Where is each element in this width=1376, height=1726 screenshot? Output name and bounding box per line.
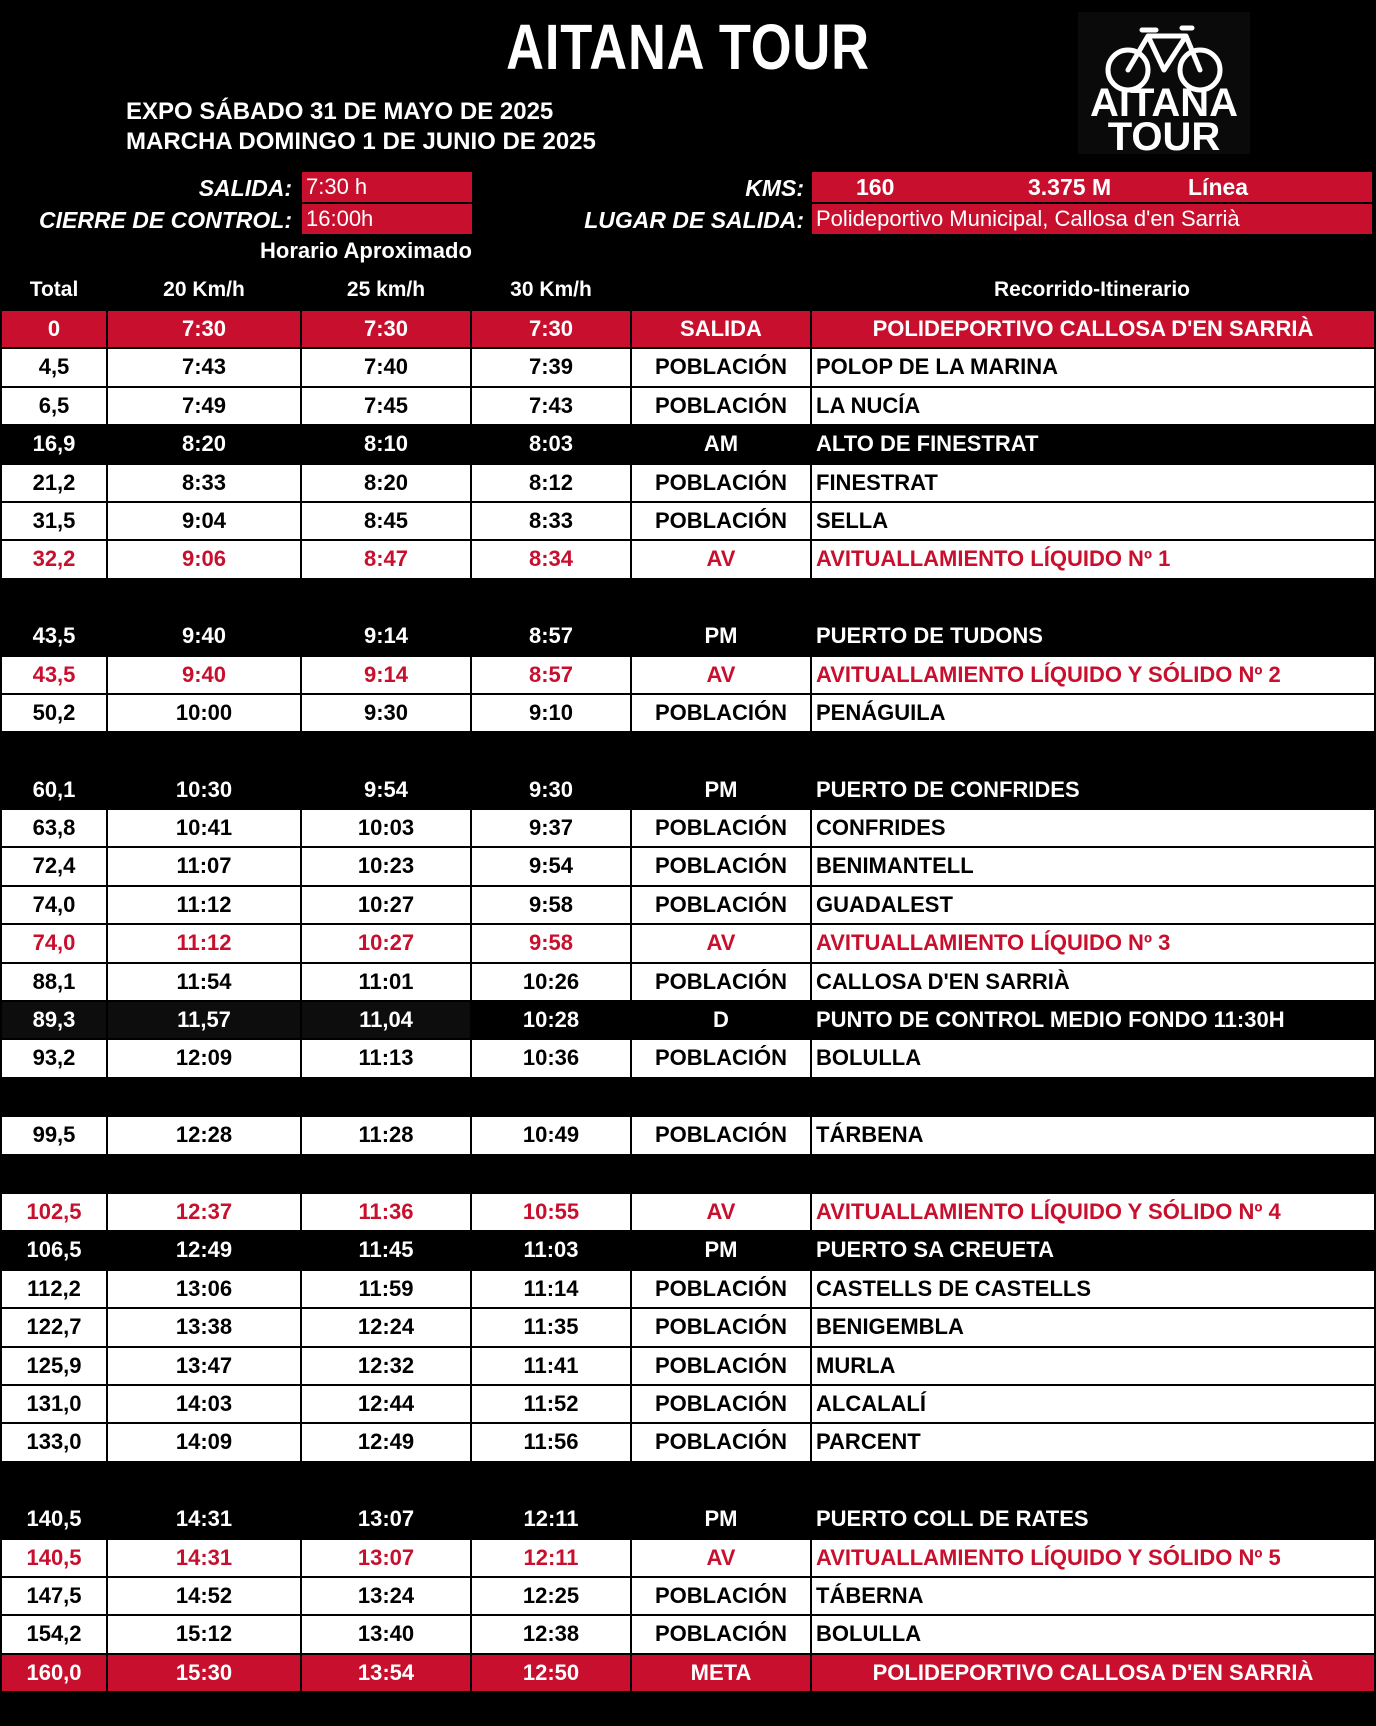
table-row bbox=[2, 1615, 1374, 1653]
route-cell: LA NUCÍA bbox=[812, 388, 1374, 424]
route-cell: Inicio Crono Escalada - Puerto de Sa Creueta bbox=[816, 1083, 1288, 1109]
total-km-cell: 140,5 bbox=[2, 1540, 106, 1576]
route-cell: PUNTO DE CONTROL MEDIO FONDO 11:30H bbox=[812, 1002, 1374, 1038]
time-25kmh-cell: 12:32 bbox=[302, 1348, 470, 1384]
total-km-cell: 32,2 bbox=[2, 541, 106, 577]
time-25kmh-cell: 11:36 bbox=[358, 1160, 414, 1186]
salida-label: SALIDA: bbox=[198, 175, 292, 201]
type-cell: POBLACIÓN bbox=[632, 1578, 810, 1614]
route-cell: POLIDEPORTIVO CALLOSA D'EN SARRIÀ bbox=[812, 1655, 1374, 1691]
total-km-cell: 147,5 bbox=[2, 1578, 106, 1614]
time-20kmh-cell: 13:47 bbox=[108, 1348, 300, 1384]
time-20kmh-cell: 7:43 bbox=[108, 349, 300, 385]
table-row bbox=[2, 963, 1374, 1001]
time-25kmh-cell: 11:59 bbox=[302, 1271, 470, 1307]
time-30kmh-cell: 10:36 bbox=[472, 1040, 630, 1076]
table-row bbox=[2, 1462, 1374, 1500]
table-row bbox=[2, 847, 1374, 885]
table-row bbox=[2, 771, 1374, 809]
time-20kmh-cell: 13:38 bbox=[108, 1309, 300, 1345]
type-cell: POBLACIÓN bbox=[632, 1309, 810, 1345]
time-30kmh-cell: 9:58 bbox=[472, 925, 630, 961]
time-20kmh-cell: 12:09 bbox=[108, 1040, 300, 1076]
time-20kmh-cell: 11:12 bbox=[108, 887, 300, 923]
total-km-cell: 50,2 bbox=[2, 695, 106, 731]
type-cell: POBLACIÓN bbox=[632, 810, 810, 846]
time-20kmh-cell: 7:30 bbox=[108, 311, 300, 347]
type-cell: AM bbox=[632, 426, 810, 462]
time-30kmh-cell: 9:30 bbox=[472, 772, 630, 808]
table-row bbox=[2, 540, 1374, 578]
time-20kmh-cell: 13:06 bbox=[108, 1271, 300, 1307]
time-30kmh-cell: 7:39 bbox=[472, 349, 630, 385]
time-20kmh-cell: 10:41 bbox=[108, 810, 300, 846]
header-total: Total bbox=[29, 278, 79, 301]
type-cell: POBLACIÓN bbox=[632, 1271, 810, 1307]
type-cell: AV bbox=[632, 1194, 810, 1230]
time-25kmh-cell: 13:40 bbox=[302, 1616, 470, 1652]
route-cell: BOLULLA bbox=[812, 1616, 1374, 1652]
route-cell: AVITUALLAMIENTO LÍQUIDO Y SÓLIDO Nº 2 bbox=[812, 657, 1374, 693]
time-30kmh-cell: 12:25 bbox=[472, 1578, 630, 1614]
table-row bbox=[2, 732, 1374, 770]
table-row bbox=[2, 1423, 1374, 1461]
total-km-cell: 88,1 bbox=[2, 964, 106, 1000]
route-type: Línea bbox=[1188, 174, 1249, 200]
time-25kmh-cell: 12:49 bbox=[302, 1424, 470, 1460]
total-km-cell: 102,5 bbox=[26, 1160, 82, 1186]
type-cell bbox=[632, 1079, 810, 1115]
time-30kmh-cell: 10:49 bbox=[472, 1117, 630, 1153]
total-km-cell: 4,5 bbox=[2, 349, 106, 385]
time-20kmh-cell: 10:20 bbox=[175, 738, 233, 764]
total-km-cell: 106,5 bbox=[2, 1232, 106, 1268]
time-20kmh-cell: 12:28 bbox=[108, 1117, 300, 1153]
time-30kmh-cell: 7:43 bbox=[472, 388, 630, 424]
time-30kmh-cell: 11:41 bbox=[472, 1348, 630, 1384]
total-km-cell: 60,1 bbox=[2, 772, 106, 808]
salida-value: 7:30 h bbox=[302, 172, 472, 202]
svg-text:AITANA: AITANA bbox=[1089, 81, 1239, 125]
type-cell: POBLACIÓN bbox=[632, 695, 810, 731]
type-cell: D bbox=[632, 1002, 810, 1038]
time-30kmh-cell: 12:50 bbox=[472, 1655, 630, 1691]
lugar-label: LUGAR DE SALIDA: bbox=[584, 207, 804, 233]
header-20kmh: 20 Km/h bbox=[163, 278, 245, 301]
route-cell: PUERTO COLL DE RATES bbox=[812, 1501, 1374, 1537]
time-30kmh-cell: 11:03 bbox=[472, 1232, 630, 1268]
total-km-cell: 93,2 bbox=[2, 1040, 106, 1076]
time-20kmh-cell: 12:37 bbox=[175, 1160, 233, 1186]
time-20kmh-cell: 10:30 bbox=[108, 772, 300, 808]
type-cell: POBLACIÓN bbox=[632, 388, 810, 424]
total-km-cell: 133,0 bbox=[2, 1424, 106, 1460]
total-km-cell: 112,2 bbox=[2, 1271, 106, 1307]
total-km-cell: 63,8 bbox=[2, 810, 106, 846]
time-25kmh-cell: 7:30 bbox=[302, 311, 470, 347]
total-km-cell: 43,5 bbox=[2, 657, 106, 693]
time-20kmh-cell: 10:00 bbox=[108, 695, 300, 731]
type-cell: POBLACIÓN bbox=[632, 1616, 810, 1652]
marcha-date: MARCHA DOMINGO 1 DE JUNIO DE 2025 bbox=[126, 128, 596, 155]
time-20kmh-cell: 14:52 bbox=[108, 1578, 300, 1614]
time-25kmh-cell: 9:46 bbox=[363, 738, 409, 764]
kms-label: KMS: bbox=[745, 175, 804, 201]
total-km-cell: 43,5 bbox=[2, 618, 106, 654]
route-cell: ALTO DE FINESTRAT bbox=[812, 426, 1374, 462]
time-30kmh-cell: 11:14 bbox=[472, 1271, 630, 1307]
table-row bbox=[2, 1577, 1374, 1615]
route-cell: Inicio Crono Escalada - Puerto de Condrides bbox=[816, 738, 1282, 764]
type-cell: POBLACIÓN bbox=[632, 964, 810, 1000]
time-25kmh-cell: 12:24 bbox=[302, 1309, 470, 1345]
type-cell: POBLACIÓN bbox=[632, 465, 810, 501]
total-km-cell: 21,2 bbox=[2, 465, 106, 501]
time-30kmh-cell: 7:30 bbox=[472, 311, 630, 347]
type-cell: PM bbox=[632, 772, 810, 808]
table-row bbox=[2, 1155, 1374, 1193]
route-cell: FINESTRAT bbox=[812, 465, 1374, 501]
schedule-table bbox=[2, 310, 1374, 1692]
time-25kmh-cell: 11:13 bbox=[302, 1040, 470, 1076]
time-25kmh-cell: 13:54 bbox=[302, 1655, 470, 1691]
time-25kmh-cell: 8:47 bbox=[302, 541, 470, 577]
time-30kmh-cell: 9:37 bbox=[472, 810, 630, 846]
type-cell: POBLACIÓN bbox=[632, 503, 810, 539]
time-25kmh-cell: 10:27 bbox=[302, 925, 470, 961]
time-30kmh-cell: 9:23 bbox=[528, 738, 574, 764]
type-cell: POBLACIÓN bbox=[632, 349, 810, 385]
route-cell: TÁRBENA bbox=[812, 1117, 1374, 1153]
table-row bbox=[2, 617, 1374, 655]
time-25kmh-cell: 10:23 bbox=[302, 848, 470, 884]
table-row bbox=[2, 1500, 1374, 1538]
route-cell: Inicio Crono Escalada - Puerto de Coll de Rates bbox=[816, 1467, 1313, 1493]
route-cell: PUERTO SA CREUETA bbox=[812, 1232, 1374, 1268]
time-30kmh-cell: 9:58 bbox=[472, 887, 630, 923]
cierre-label: CIERRE DE CONTROL: bbox=[39, 207, 292, 233]
time-30kmh-cell: 10:28 bbox=[472, 1002, 630, 1038]
total-km-cell: 89,3 bbox=[2, 1002, 106, 1038]
bicycle-icon bbox=[1078, 12, 1250, 154]
route-cell: PUERTO DE CONFRIDES bbox=[812, 772, 1374, 808]
total-km-cell: 131,0 bbox=[2, 1386, 106, 1422]
time-30kmh-cell: 9:10 bbox=[472, 695, 630, 731]
total-km-cell: 74,0 bbox=[2, 887, 106, 923]
table-row bbox=[2, 1347, 1374, 1385]
time-20kmh-cell: 12:12 bbox=[175, 1083, 233, 1109]
time-25kmh-cell: 13:07 bbox=[302, 1501, 470, 1537]
total-km-cell: 94,3 bbox=[32, 1083, 76, 1109]
type-cell: META bbox=[632, 1655, 810, 1691]
route-cell: AVITUALLAMIENTO LÍQUIDO Nº 1 bbox=[812, 541, 1374, 577]
total-km-cell: 125,9 bbox=[2, 1348, 106, 1384]
total-km-cell: 31,5 bbox=[2, 503, 106, 539]
type-cell: POBLACIÓN bbox=[632, 1386, 810, 1422]
time-30kmh-cell: 10:26 bbox=[472, 964, 630, 1000]
time-20kmh-cell: 14:09 bbox=[108, 1424, 300, 1460]
time-25kmh-cell: 7:45 bbox=[302, 388, 470, 424]
total-km-cell: 32,4 bbox=[32, 584, 76, 610]
type-cell: POBLACIÓN bbox=[632, 1117, 810, 1153]
time-20kmh-cell: 9:06 bbox=[108, 541, 300, 577]
time-20kmh-cell: 15:30 bbox=[108, 1655, 300, 1691]
route-cell: AVITUALLAMIENTO LÍQUIDO Y SÓLIDO Nº 5 bbox=[812, 1540, 1374, 1576]
total-km-cell: 134,0 bbox=[26, 1467, 82, 1493]
table-row bbox=[2, 387, 1374, 425]
total-km-cell: 6,5 bbox=[2, 388, 106, 424]
type-cell: POBLACIÓN bbox=[632, 1040, 810, 1076]
aitana-tour-logo bbox=[1078, 12, 1250, 154]
table-row bbox=[2, 1231, 1374, 1269]
time-30kmh-cell: 11:52 bbox=[472, 1386, 630, 1422]
time-20kmh-cell: 11:07 bbox=[108, 848, 300, 884]
route-cell: TÁBERNA bbox=[812, 1578, 1374, 1614]
time-30kmh-cell: 8:12 bbox=[472, 465, 630, 501]
route-cell: CONFRIDES bbox=[812, 810, 1374, 846]
table-row bbox=[2, 1308, 1374, 1346]
total-km-cell: 122,7 bbox=[2, 1309, 106, 1345]
time-20kmh-cell: 9:07 bbox=[181, 584, 227, 610]
route-cell: POLIDEPORTIVO CALLOSA D'EN SARRIÀ bbox=[812, 311, 1374, 347]
time-30kmh-cell: 12:11 bbox=[472, 1540, 630, 1576]
time-25kmh-cell: 12:51 bbox=[357, 1467, 415, 1493]
route-cell: AVITUALLAMIENTO LÍQUIDO Y SÓLIDO Nº 4 bbox=[812, 1194, 1374, 1230]
time-25kmh-cell: 9:30 bbox=[302, 695, 470, 731]
table-row bbox=[2, 348, 1374, 386]
time-25kmh-cell: 13:07 bbox=[302, 1540, 470, 1576]
time-30kmh-cell: 12:11 bbox=[472, 1501, 630, 1537]
time-20kmh-cell: 11:54 bbox=[108, 964, 300, 1000]
time-25kmh-cell: 10:03 bbox=[302, 810, 470, 846]
table-row bbox=[2, 1193, 1374, 1231]
time-25kmh-cell: 11:01 bbox=[302, 964, 470, 1000]
type-cell: AV bbox=[632, 1540, 810, 1576]
total-km-cell: 74,0 bbox=[2, 925, 106, 961]
type-cell: PM bbox=[632, 1501, 810, 1537]
time-30kmh-cell: 8:34 bbox=[528, 584, 574, 610]
time-20kmh-cell: 8:33 bbox=[108, 465, 300, 501]
route-cell: PARCENT bbox=[812, 1424, 1374, 1460]
total-km-cell: 102,5 bbox=[2, 1194, 106, 1230]
route-cell: POLOP DE LA MARINA bbox=[812, 349, 1374, 385]
time-25kmh-cell: 13:24 bbox=[302, 1578, 470, 1614]
route-cell: BENIMANTELL bbox=[812, 848, 1374, 884]
time-20kmh-cell: 11:12 bbox=[108, 925, 300, 961]
total-km-cell: 16,9 bbox=[2, 426, 106, 462]
time-20kmh-cell: 12:37 bbox=[108, 1194, 300, 1230]
total-km-cell: 160,0 bbox=[2, 1655, 106, 1691]
route-cell: PUERTO DE TUDONS bbox=[812, 618, 1374, 654]
time-25kmh-cell: 9:14 bbox=[302, 618, 470, 654]
time-30kmh-cell: 11:56 bbox=[472, 1424, 630, 1460]
time-25kmh-cell: 8:47 bbox=[363, 584, 409, 610]
table-row bbox=[2, 924, 1374, 962]
route-cell: AVITUALLAMIENTO LÍQUIDO Nº 3 bbox=[812, 925, 1374, 961]
time-20kmh-cell: 9:40 bbox=[108, 618, 300, 654]
table-row bbox=[2, 310, 1374, 348]
time-25kmh-cell: 11,04 bbox=[302, 1002, 470, 1038]
time-20kmh-cell: 11,57 bbox=[108, 1002, 300, 1038]
time-25kmh-cell: 11:36 bbox=[302, 1194, 470, 1230]
type-cell bbox=[632, 733, 810, 769]
type-cell: POBLACIÓN bbox=[632, 1424, 810, 1460]
table-row bbox=[2, 579, 1374, 617]
header-route: Recorrido-Itinerario bbox=[993, 278, 1191, 301]
time-30kmh-cell: 10:55 bbox=[472, 1194, 630, 1230]
table-row bbox=[2, 1270, 1374, 1308]
type-cell bbox=[632, 580, 810, 616]
page-title: AITANA TOUR bbox=[506, 11, 870, 83]
time-30kmh-cell: 10:55 bbox=[522, 1160, 580, 1186]
time-25kmh-cell: 12:44 bbox=[302, 1386, 470, 1422]
time-20kmh-cell: 8:20 bbox=[108, 426, 300, 462]
type-cell: POBLACIÓN bbox=[632, 887, 810, 923]
time-30kmh-cell: 10:38 bbox=[522, 1083, 580, 1109]
time-25kmh-cell: 9:14 bbox=[302, 657, 470, 693]
table-row bbox=[2, 886, 1374, 924]
table-row bbox=[2, 1078, 1374, 1116]
time-25kmh-cell: 11:45 bbox=[302, 1232, 470, 1268]
total-km-cell: 140,5 bbox=[2, 1501, 106, 1537]
type-cell: AV bbox=[632, 657, 810, 693]
total-km-cell: 0 bbox=[2, 311, 106, 347]
table-row bbox=[2, 656, 1374, 694]
horario-label: Horario Aproximado bbox=[260, 238, 472, 263]
header-30kmh: 30 Km/h bbox=[510, 278, 592, 301]
time-30kmh-cell: 8:33 bbox=[472, 503, 630, 539]
type-cell: AV bbox=[632, 925, 810, 961]
route-cell: PENÁGUILA bbox=[812, 695, 1374, 731]
total-km-cell: 154,2 bbox=[2, 1616, 106, 1652]
time-20kmh-cell: 15:12 bbox=[108, 1616, 300, 1652]
time-25kmh-cell: 8:20 bbox=[302, 465, 470, 501]
time-20kmh-cell: 12:49 bbox=[108, 1232, 300, 1268]
total-km-cell: 56,8 bbox=[32, 738, 76, 764]
table-row bbox=[2, 1539, 1374, 1577]
cierre-value: 16:00h bbox=[302, 204, 472, 234]
time-25kmh-cell: 11:28 bbox=[302, 1117, 470, 1153]
route-cell: ALCALALÍ bbox=[812, 1386, 1374, 1422]
table-row bbox=[2, 1116, 1374, 1154]
kms-value: 160 bbox=[856, 174, 895, 200]
type-cell: SALIDA bbox=[632, 311, 810, 347]
time-30kmh-cell: 8:03 bbox=[472, 426, 630, 462]
lugar-value: Polideportivo Municipal, Callosa d'en Sarrià bbox=[812, 204, 1372, 234]
route-cell: SELLA bbox=[812, 503, 1374, 539]
time-20kmh-cell: 14:12 bbox=[175, 1467, 233, 1493]
expo-date: EXPO SÁBADO 31 DE MAYO DE 2025 bbox=[126, 98, 554, 125]
table-row bbox=[2, 1001, 1374, 1039]
type-cell bbox=[632, 1463, 810, 1499]
time-30kmh-cell: 11:35 bbox=[472, 1309, 630, 1345]
time-20kmh-cell: 7:49 bbox=[108, 388, 300, 424]
time-20kmh-cell: 9:40 bbox=[108, 657, 300, 693]
route-cell: CALLOSA D'EN SARRIÀ bbox=[812, 964, 1374, 1000]
time-25kmh-cell: 10:27 bbox=[302, 887, 470, 923]
type-cell: POBLACIÓN bbox=[632, 1348, 810, 1384]
time-30kmh-cell: 8:34 bbox=[472, 541, 630, 577]
time-30kmh-cell: 9:54 bbox=[472, 848, 630, 884]
table-row bbox=[2, 1654, 1374, 1692]
type-cell: POBLACIÓN bbox=[632, 848, 810, 884]
type-cell: AV bbox=[632, 541, 810, 577]
route-cell: MURLA bbox=[812, 1348, 1374, 1384]
time-25kmh-cell: 7:40 bbox=[302, 349, 470, 385]
route-cell: Final Crono Escalada - Puerto de Sa Creueta bbox=[816, 1160, 1282, 1186]
time-25kmh-cell: 8:45 bbox=[302, 503, 470, 539]
table-row bbox=[2, 464, 1374, 502]
time-30kmh-cell: 8:57 bbox=[472, 657, 630, 693]
type-cell: PM bbox=[632, 618, 810, 654]
type-cell: PM bbox=[632, 1232, 810, 1268]
table-row bbox=[2, 1039, 1374, 1077]
time-30kmh-cell: 8:57 bbox=[472, 618, 630, 654]
total-km-cell: 72,4 bbox=[2, 848, 106, 884]
table-row bbox=[2, 425, 1374, 463]
kms-box bbox=[812, 172, 1372, 202]
time-25kmh-cell: 8:10 bbox=[302, 426, 470, 462]
time-25kmh-cell: 9:54 bbox=[302, 772, 470, 808]
time-20kmh-cell: 14:31 bbox=[108, 1501, 300, 1537]
route-cell: Inicio Crono Escalada - Puerto de Tudons bbox=[816, 584, 1251, 610]
time-20kmh-cell: 14:03 bbox=[108, 1386, 300, 1422]
time-30kmh-cell: 12:38 bbox=[472, 1616, 630, 1652]
type-cell bbox=[632, 1156, 810, 1192]
table-row bbox=[2, 502, 1374, 540]
svg-text:TOUR: TOUR bbox=[1107, 115, 1221, 154]
time-30kmh-cell: 11:58 bbox=[523, 1467, 579, 1493]
route-cell: GUADALEST bbox=[812, 887, 1374, 923]
total-km-cell: 99,5 bbox=[2, 1117, 106, 1153]
table-row bbox=[2, 1385, 1374, 1423]
header-25kmh: 25 km/h bbox=[346, 278, 426, 301]
route-cell: CASTELLS DE CASTELLS bbox=[812, 1271, 1374, 1307]
table-row bbox=[2, 694, 1374, 732]
time-20kmh-cell: 9:04 bbox=[108, 503, 300, 539]
time-25kmh-cell: 11:16 bbox=[358, 1083, 414, 1109]
time-20kmh-cell: 14:31 bbox=[108, 1540, 300, 1576]
elevation-value: 3.375 M bbox=[1028, 174, 1112, 200]
route-cell: BOLULLA bbox=[812, 1040, 1374, 1076]
table-row bbox=[2, 809, 1374, 847]
route-cell: BENIGEMBLA bbox=[812, 1309, 1374, 1345]
